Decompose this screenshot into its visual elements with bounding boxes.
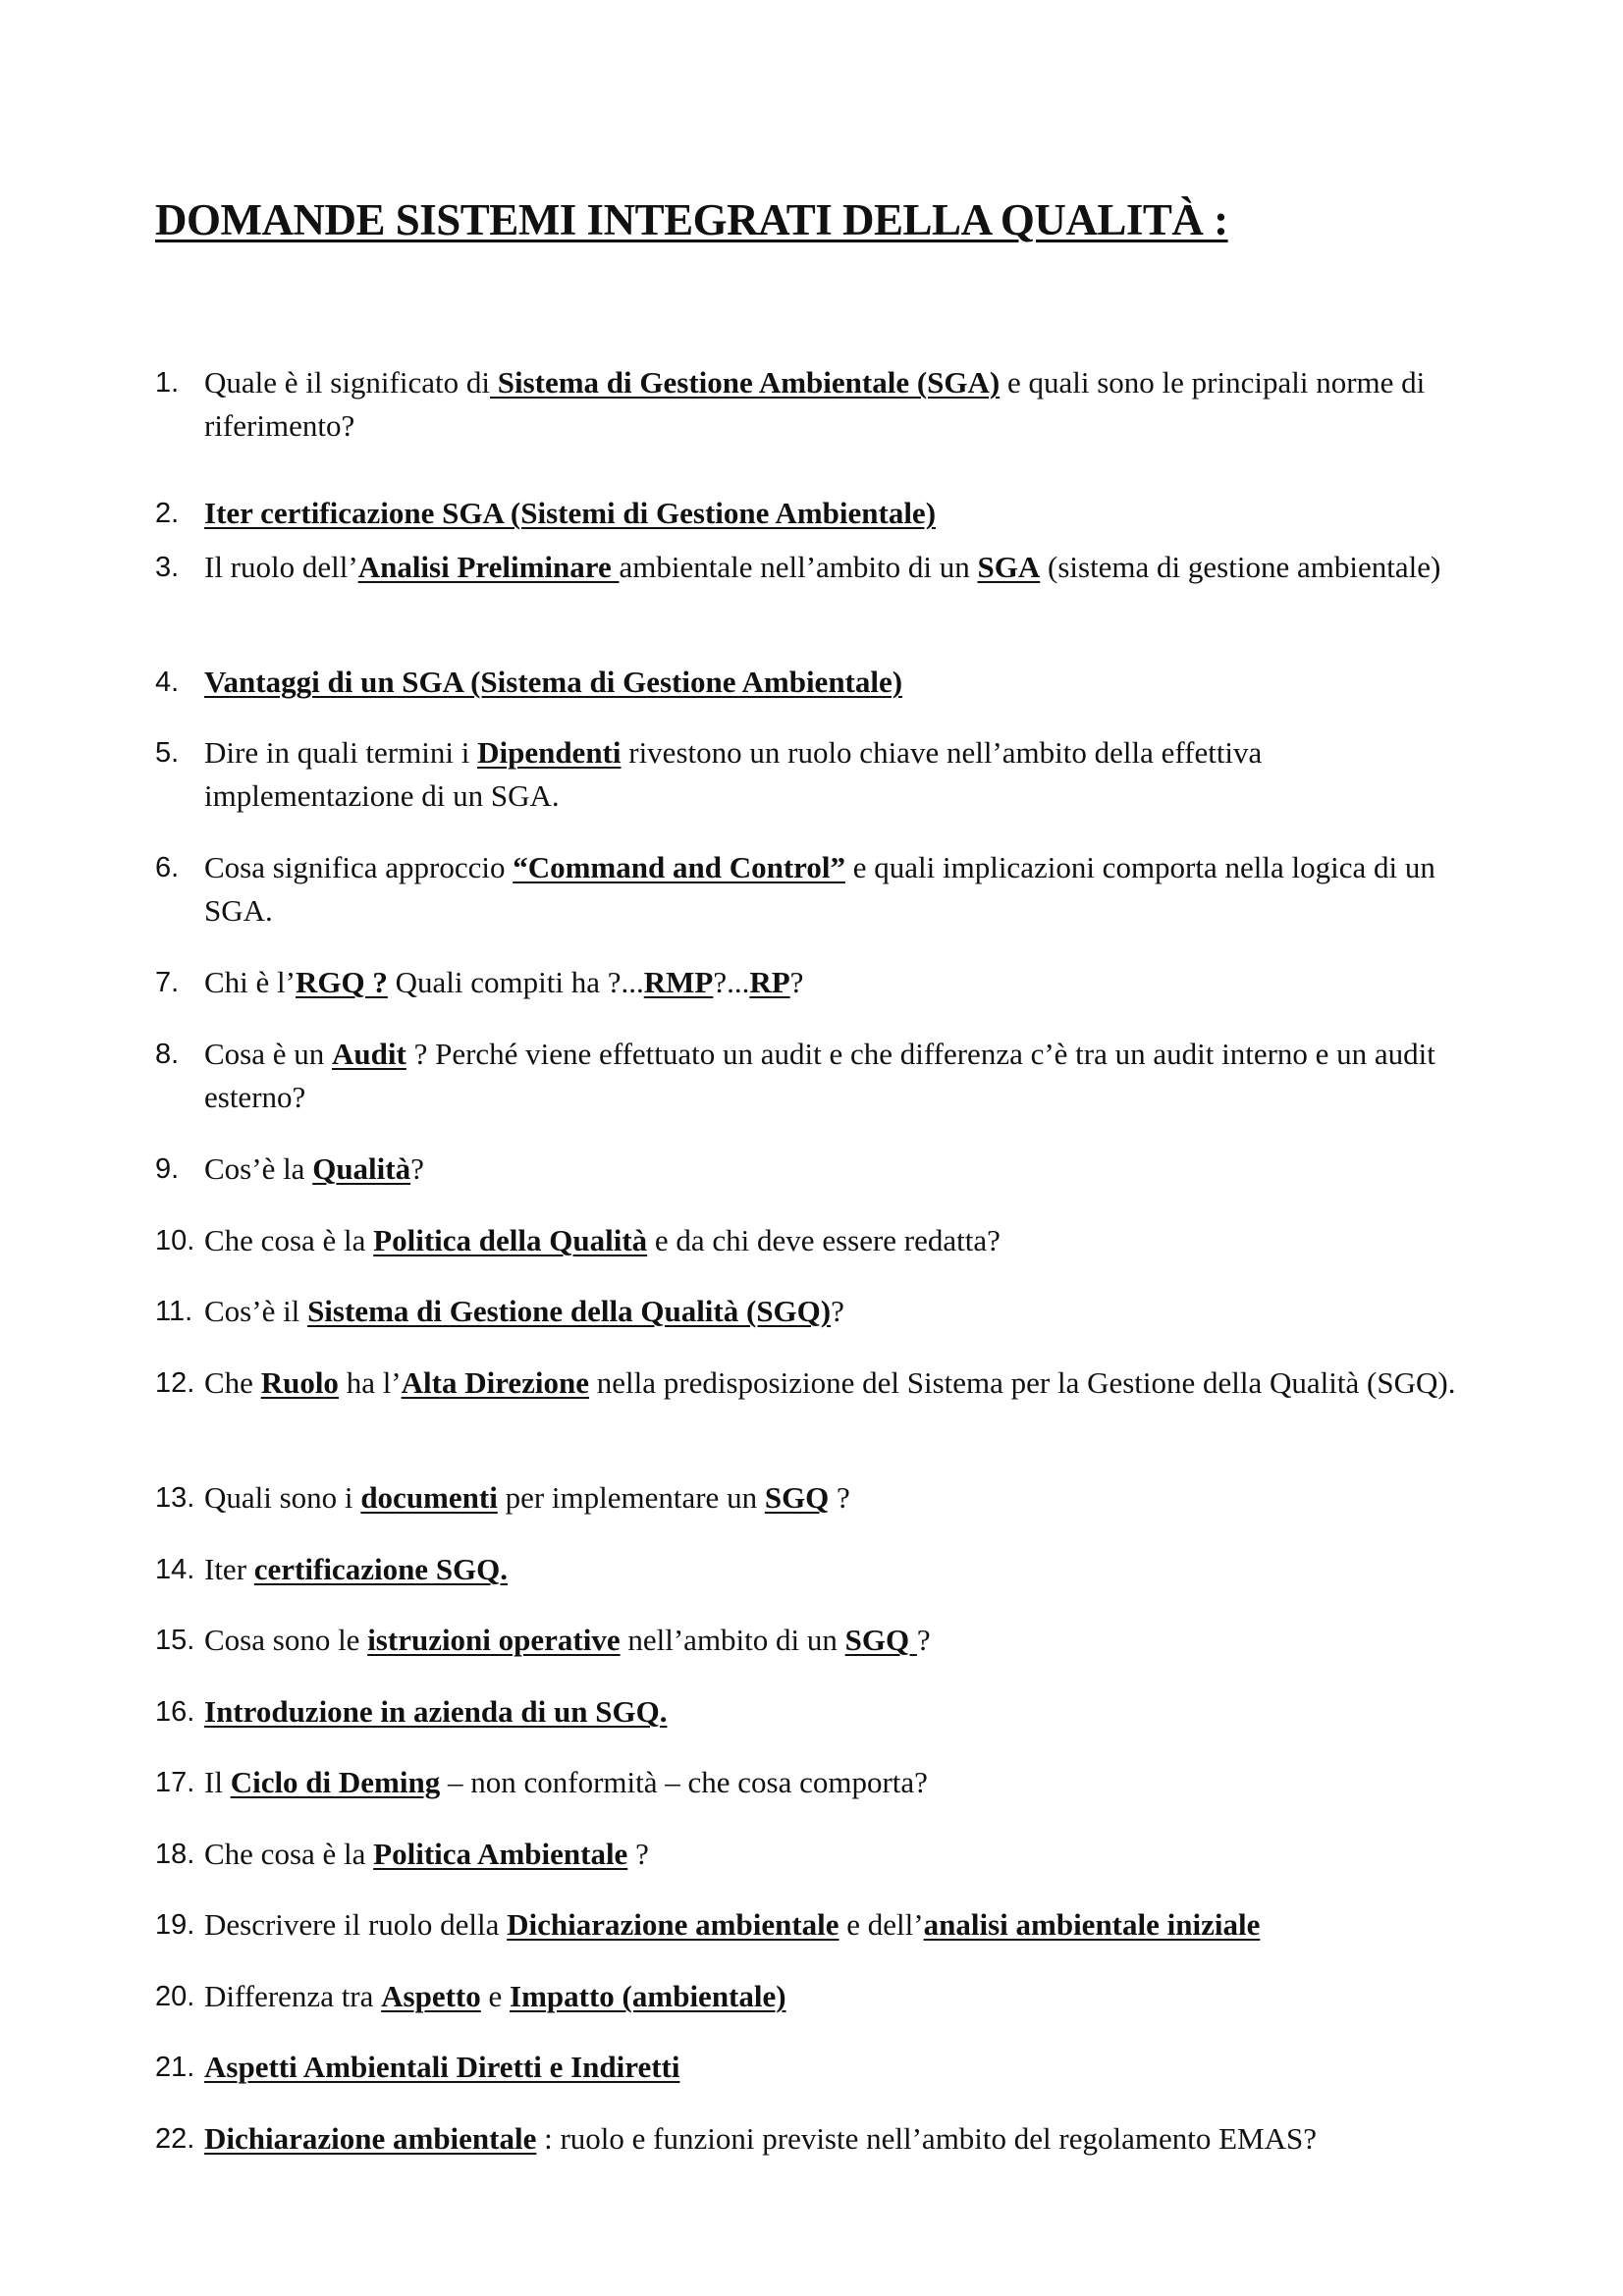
question-key-term: Ciclo di Deming (230, 1765, 441, 1799)
question-text-segment: ? (831, 1294, 844, 1328)
question-key-term: Analisi Preliminare (357, 550, 620, 584)
question-text-segment: ? (789, 965, 804, 999)
question-text-segment: Iter (204, 1552, 254, 1586)
question-key-term: Sistema di Gestione Ambientale (SGA) (489, 365, 1001, 400)
question-text-segment: Il (204, 1765, 231, 1799)
question-item (155, 961, 1471, 1004)
question-text (204, 846, 1471, 933)
question-key-term: Iter certificazione SGA (Sistemi di Gestione Ambientale) (204, 496, 937, 530)
question-key-term: Audit (332, 1037, 406, 1071)
question-text (204, 1290, 1471, 1333)
question-text-segment: – non conformità – che cosa comporta? (440, 1765, 928, 1799)
question-key-term: Qualità (312, 1151, 411, 1186)
question-text (204, 1619, 1471, 1662)
question-text-segment: nell’ambito di un (620, 1623, 845, 1657)
question-number: 16. (155, 1696, 195, 1728)
question-item (155, 1548, 1471, 1591)
question-item (155, 2117, 1471, 2161)
question-number: 21. (155, 2052, 195, 2083)
question-item (155, 731, 1471, 818)
question-number: 7. (155, 967, 180, 998)
question-number: 1. (155, 367, 180, 399)
question-text-segment: e quali sono le principali norme di riferimento? (204, 365, 1426, 443)
question-text (204, 961, 1471, 1004)
question-number: 2. (155, 498, 180, 529)
question-item (155, 661, 1471, 704)
question-text-segment: Descrivere il ruolo della (204, 1907, 508, 1942)
question-text (204, 2046, 1471, 2089)
question-item (155, 1219, 1471, 1262)
question-text-segment: : ruolo e funzioni previste nell’ambito del regolamento EMAS? (536, 2121, 1317, 2156)
question-text-segment: Cosa sono le (204, 1623, 368, 1657)
question-text-segment: (sistema di gestione ambientale) (1040, 550, 1441, 584)
question-item (155, 1975, 1471, 2018)
question-number: 4. (155, 667, 180, 698)
question-text-segment: ? Perché viene effettuato un audit e che differenza c’è tra un audit interno e un audit esterno? (204, 1037, 1435, 1114)
question-key-term: certificazione SGQ. (253, 1552, 509, 1586)
question-text (204, 546, 1471, 589)
question-number: 11. (155, 1296, 193, 1327)
question-number: 15. (155, 1625, 195, 1656)
question-text-segment: Cos’è il (204, 1294, 308, 1328)
question-number: 13. (155, 1482, 195, 1514)
question-item (155, 1148, 1471, 1191)
question-item (155, 492, 1471, 535)
question-text (204, 1975, 1471, 2018)
question-key-term: RP (749, 965, 790, 999)
question-number: 20. (155, 1981, 195, 2012)
question-text-segment: e quali implicazioni comporta nella logica di un SGA. (204, 850, 1435, 928)
question-number: 14. (155, 1554, 195, 1585)
question-key-term: Aspetti Ambientali Diretti e Indiretti (204, 2050, 680, 2084)
question-text-segment: ha l’ (338, 1365, 402, 1400)
question-key-term: Dichiarazione ambientale (507, 1907, 839, 1942)
question-text-segment: Dire in quali termini i (204, 735, 478, 770)
question-text-segment: Cosa è un (204, 1037, 333, 1071)
question-text-segment: e da chi deve essere redatta? (647, 1223, 1001, 1257)
question-item (155, 1033, 1471, 1119)
question-text (204, 1548, 1471, 1591)
question-item (155, 1690, 1471, 1734)
question-key-term: Vantaggi di un SGA (Sistema di Gestione Ambientale) (204, 665, 903, 699)
question-text (204, 1833, 1471, 1876)
question-number: 12. (155, 1367, 195, 1399)
question-text-segment: e dell’ (839, 1907, 924, 1942)
question-text (204, 361, 1471, 448)
question-text (204, 1476, 1471, 1520)
question-text-segment: Differenza tra (204, 1979, 382, 2013)
question-text (204, 661, 1471, 704)
question-text-segment: Che cosa è la (204, 1223, 374, 1257)
question-item (155, 1903, 1471, 1947)
question-text-segment: rivestono un ruolo chiave nell’ambito della effettiva implementazione di un SGA. (204, 735, 1263, 813)
question-text-segment: Quale è il significato di (204, 365, 490, 400)
question-key-term: SGA (977, 550, 1041, 584)
document-title: DOMANDE SISTEMI INTEGRATI DELLA QUALITÀ : (155, 195, 1228, 244)
question-item (155, 1290, 1471, 1333)
question-number: 5. (155, 737, 180, 769)
question-text (204, 2117, 1471, 2161)
question-key-term: SGQ (764, 1480, 830, 1515)
question-number: 9. (155, 1153, 180, 1185)
question-item (155, 361, 1471, 448)
question-text (204, 1148, 1471, 1191)
question-key-term: documenti (360, 1480, 498, 1515)
question-key-term: Introduzione in azienda di un SGQ. (204, 1694, 668, 1729)
question-item (155, 1619, 1471, 1662)
question-key-term: Dipendenti (477, 735, 622, 770)
question-text-segment: ? (829, 1480, 850, 1515)
question-text-segment: ? (410, 1151, 424, 1186)
question-key-term: Alta Direzione (401, 1365, 590, 1400)
question-text-segment: per implementare un (497, 1480, 765, 1515)
question-text-segment: Quali compiti ha ?... (387, 965, 644, 999)
question-key-term: istruzioni operative (367, 1623, 621, 1657)
question-text (204, 1761, 1471, 1804)
question-text-segment: Che (204, 1365, 261, 1400)
question-item (155, 1362, 1471, 1405)
question-item (155, 846, 1471, 933)
question-text (204, 1362, 1471, 1405)
question-text-segment: e (480, 1979, 511, 2013)
question-text-segment: ? (916, 1623, 931, 1657)
question-item (155, 1476, 1471, 1520)
question-key-term: RMP (643, 965, 714, 999)
question-number: 22. (155, 2123, 195, 2155)
question-text-segment: Chi è l’ (204, 965, 296, 999)
question-item (155, 546, 1471, 589)
question-text-segment: ambientale nell’ambito di un (619, 550, 978, 584)
question-text-segment: Che cosa è la (204, 1837, 374, 1871)
question-number: 10. (155, 1225, 195, 1256)
question-key-term: “Command and Control” (513, 850, 845, 884)
question-key-term: SGQ (844, 1623, 917, 1657)
question-key-term: Politica Ambientale (373, 1837, 628, 1871)
question-key-term: Sistema di Gestione della Qualità (SGQ) (307, 1294, 832, 1328)
question-number: 3. (155, 552, 180, 583)
question-key-term: analisi ambientale iniziale (923, 1907, 1261, 1942)
question-key-term: RGQ ? (296, 965, 388, 999)
question-text-segment: nella predisposizione del Sistema per la Gestione della Qualità (SGQ). (589, 1365, 1456, 1400)
question-text-segment: ?... (713, 965, 750, 999)
question-text-segment: Quali sono i (204, 1480, 361, 1515)
question-key-term: Dichiarazione ambientale (204, 2121, 537, 2156)
question-number: 18. (155, 1839, 195, 1870)
question-number: 6. (155, 852, 180, 883)
question-item (155, 1833, 1471, 1876)
question-text-segment: Il ruolo dell’ (204, 550, 358, 584)
question-text (204, 1219, 1471, 1262)
question-number: 19. (155, 1909, 195, 1941)
question-key-term: Ruolo (260, 1365, 339, 1400)
question-key-term: Politica della Qualità (373, 1223, 648, 1257)
question-key-term: Impatto (ambientale) (510, 1979, 786, 2013)
question-text-segment: Cosa significa approccio (204, 850, 514, 884)
question-text (204, 1690, 1471, 1734)
question-number: 17. (155, 1767, 195, 1798)
question-text (204, 492, 1471, 535)
question-item (155, 1761, 1471, 1804)
question-text (204, 1033, 1471, 1119)
question-key-term: Aspetto (381, 1979, 481, 2013)
question-text (204, 1903, 1471, 1947)
question-text-segment: Cos’è la (204, 1151, 313, 1186)
question-number: 8. (155, 1039, 180, 1070)
question-item (155, 2046, 1471, 2089)
question-text (204, 731, 1471, 818)
question-text-segment: ? (627, 1837, 649, 1871)
